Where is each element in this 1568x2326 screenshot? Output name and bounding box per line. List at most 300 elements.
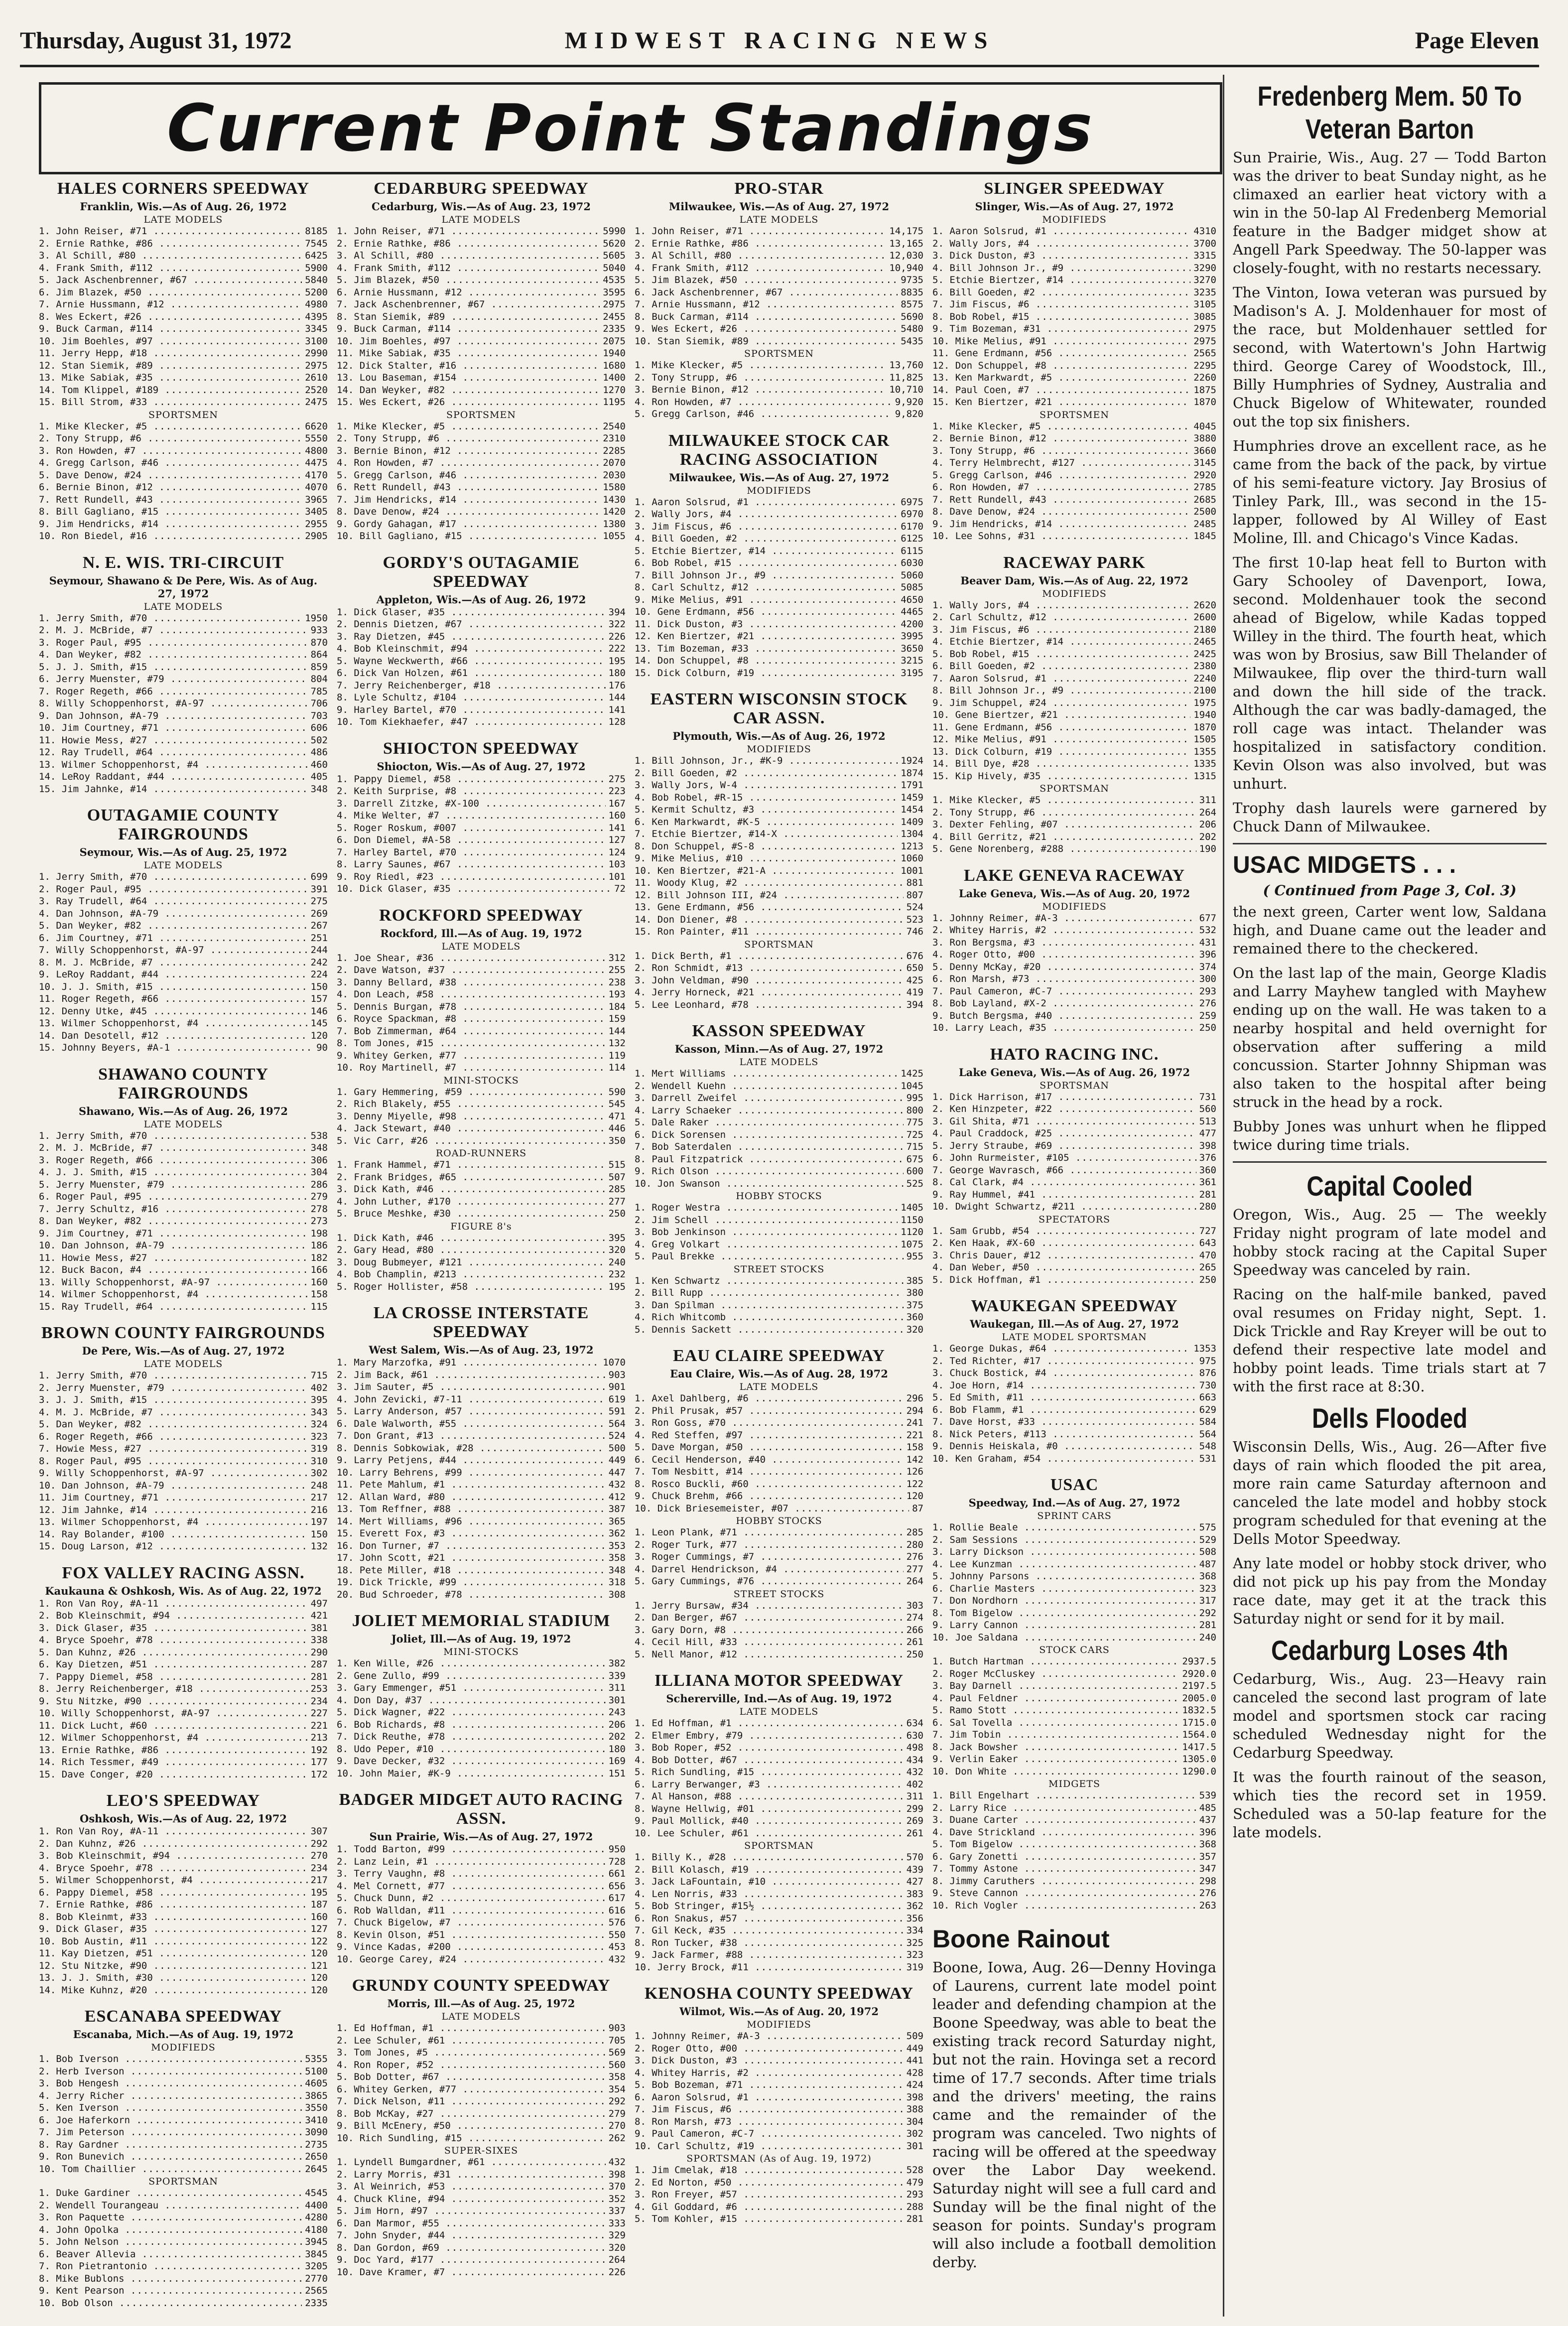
driver-name: 15. Kip Hively, #35 ..... [932,770,1190,783]
driver-name: 4. Dan Johnson, #A-79 ..... [39,908,308,920]
driver-points: 1055 [603,531,626,542]
driver-points: 223 [608,786,626,797]
class-label: LATE MODELS [143,214,223,225]
standings-row [337,1393,626,1406]
track-block [337,1612,626,1779]
story-paragraph: Any late model or hobby stock driver, who did not pick up his pay from the Monday race date, may get it at the track this Saturday night or send for it by mail. [1233,1555,1547,1627]
standings-row [635,1851,923,1864]
standings-row [39,1301,328,1313]
driver-name: 15. Doug Larson, #12 ..... [39,1540,308,1553]
track-asof: Wilmot, Wis.—As of Aug. 20, 1972 [679,2005,879,2018]
driver-points: 2197.5 [1182,1680,1216,1691]
track-asof: Rockford, Ill.—As of Aug. 19, 1972 [380,927,582,940]
standings-row [39,734,328,747]
standings-row [932,432,1216,445]
driver-name: 4. Larry Schaeker ..... [635,1104,904,1117]
standings-row [337,518,626,531]
driver-name: 4. Mel Cornett, #77 ..... [337,1880,606,1893]
driver-name: 5. Larry Anderson, #57 ..... [337,1405,606,1418]
driver-name: 13. Dick Colburn, #19 ..... [932,746,1190,758]
standings-row [39,1540,328,1553]
driver-points: 2260 [1193,372,1216,383]
driver-points: 216 [310,1504,328,1515]
standings-row [39,481,328,494]
standings-row [39,432,328,445]
driver-name: 13. Gene Erdmann, #56 ..... [635,901,904,914]
class-label: MODIFIEDS [1042,214,1107,225]
driver-points: 5605 [603,250,626,261]
driver-points: 195 [310,1887,328,1898]
standings-row [39,1683,328,1695]
standings-row [337,834,626,846]
cedarburg-headline: Cedarburg Loses 4th [1271,1635,1509,1666]
standings-row [337,1479,626,1491]
standings-row [932,1404,1216,1416]
driver-points: 120 [310,1972,328,1983]
standings-row [337,1694,626,1707]
driver-name: 6. Cecil Henderson, #40 ..... [635,1454,904,1466]
driver-points: 5690 [901,311,923,322]
driver-name: 2. Roger Otto, #00 ..... [635,2043,904,2055]
standings-row [932,1343,1216,1355]
standings-row [39,2224,328,2236]
standings-row [932,770,1216,783]
driver-name: 5. Dave Morgan, #50 ..... [635,1441,904,1454]
driver-name: 2. Herb Iverson ..... [39,2065,302,2078]
standings-row [635,2177,923,2189]
driver-points: 933 [310,625,328,636]
standings-row [932,746,1216,758]
standings-row [39,250,328,262]
standings-row [932,807,1216,819]
driver-name: 5. Ramo Stott ..... [932,1704,1179,1717]
driver-name: 1. Rollie Beale ..... [932,1521,1196,1534]
driver-points: 144 [608,1025,626,1037]
driver-points: 437 [1199,1814,1216,1825]
driver-name: 3. Ron Freyer, #57 ..... [635,2189,904,2201]
driver-points: 1315 [1193,770,1216,782]
driver-points: 486 [310,747,328,758]
driver-points: 2565 [1193,348,1216,359]
standings-row [39,1671,328,1683]
driver-name: 10. Dick Briesemeister, #07 ..... [635,1503,909,1515]
standings-row [39,1825,328,1838]
standings-row [337,323,626,335]
driver-name: 1. Ron Van Roy, #A-11 ..... [39,1598,308,1610]
driver-points: 13,760 [889,360,923,371]
driver-name: 11. Jim Courtney, #71 ..... [39,1492,308,1504]
driver-name: 3. Bernie Binon, #12 ..... [337,445,600,457]
standings-row [635,1104,923,1117]
standings-row [635,1717,923,1730]
driver-points: 8575 [901,299,923,310]
driver-name: 9. Chuck Brehm, #66 ..... [635,1490,904,1503]
class-label: MODIFIEDS [747,744,811,755]
driver-points: 158 [310,1289,328,1300]
driver-points: 441 [906,2055,923,2066]
driver-points: 570 [906,1852,923,1863]
driver-points: 4545 [305,2188,328,2198]
driver-name: 7. Howie Mess, #27 ..... [39,1443,308,1455]
driver-points: 195 [608,1281,626,1292]
driver-points: 3595 [603,286,626,298]
driver-points: 3345 [305,323,328,334]
standings-row [932,1274,1216,1286]
driver-name: 2. Ron Schmidt, #13 ..... [635,962,904,974]
driver-name: 15. Jim Jahnke, #14 ..... [39,783,308,796]
driver-points: 6115 [901,545,923,556]
track-block [932,1297,1216,1465]
driver-points: 190 [1199,843,1216,854]
standings-row [635,1238,923,1251]
standings-row [932,684,1216,697]
standings-row [39,1431,328,1443]
banner-title: Current Point Standings [166,90,1095,166]
driver-name: 10. Stan Siemik, #89 ..... [635,335,898,348]
driver-name: 1. Ken Wille, #26 ..... [337,1657,606,1670]
standings-row [39,685,328,698]
driver-points: 728 [608,1856,626,1867]
standings-row [39,1862,328,1875]
standings-row [932,1091,1216,1103]
driver-points: 273 [310,1216,328,1227]
driver-points: 502 [310,734,328,746]
standings-row [932,1583,1216,1595]
driver-name: 5. Roger Hollister, #58 ..... [337,1281,606,1293]
driver-name: 2. Roger McCluskey ..... [932,1668,1179,1680]
driver-name: 3. Bob Roper, #52 ..... [635,1742,904,1754]
driver-name: 7. Jim Peterson ..... [39,2126,302,2139]
standings-row [932,1766,1216,1778]
standings-row [337,1086,626,1098]
standings-row [635,262,923,274]
driver-name: 5. Jim Blazek, #50 ..... [337,274,600,286]
standings-row [39,1030,328,1042]
driver-points: 337 [608,2205,626,2216]
standings-row [337,2083,626,2096]
driver-name: 15. Dave Conger, #20 ..... [39,1769,308,1781]
driver-points: 319 [310,1443,328,1454]
driver-points: 293 [906,2189,923,2200]
standings-row [932,1692,1216,1705]
driver-name: 7. Willy Schoppenhorst, #A-97 ..... [39,944,308,957]
driver-points: 4070 [305,482,328,493]
driver-points: 548 [1199,1441,1216,1452]
driver-name: 1. Roger Westra ..... [635,1202,898,1214]
driver-points: 160 [310,1911,328,1922]
standings-row [635,1624,923,1637]
driver-name: 3. J. J. Smith, #15 ..... [39,1394,308,1406]
driver-name: 2. Jim Schell ..... [635,1214,898,1227]
driver-points: 616 [608,1905,626,1916]
driver-points: 2100 [1193,685,1216,696]
driver-points: 226 [608,631,626,642]
driver-points: 398 [906,2091,923,2103]
driver-points: 2955 [305,518,328,530]
driver-name: 1. Bill Engelhart ..... [932,1789,1196,1802]
standings-row [337,785,626,798]
driver-name: 1. Bill Johnson, Jr., #K-9 ..... [635,755,898,767]
driver-points: 311 [608,1682,626,1693]
driver-name: 15. Ray Trudell, #64 ..... [39,1301,308,1313]
standings-row [39,469,328,482]
driver-points: 333 [608,2217,626,2229]
standings-row [39,1042,328,1054]
driver-points: 8835 [901,286,923,298]
track-block [39,2007,328,2309]
standings-row [337,420,626,433]
driver-points: 5435 [901,335,923,347]
driver-name: 1. John Reiser, #71 ..... [635,225,886,238]
driver-points: 240 [1199,1632,1216,1643]
driver-points: 564 [608,1418,626,1429]
driver-points: 3315 [1193,250,1216,261]
fredenberg-story [1233,148,1547,836]
driver-name: 7. Rett Rundell, #43 ..... [932,494,1190,506]
driver-name: 4. Darrel Hendrickson, #4 ..... [635,1563,904,1576]
driver-points: 250 [1199,1022,1216,1033]
standings-row [932,1416,1216,1428]
standings-row [337,976,626,989]
driver-name: 3. Roger Regeth, #66 ..... [39,1154,308,1167]
standings-row [635,1311,923,1324]
track-asof: Lake Geneva, Wis.—As of Aug. 26, 1972 [958,1066,1190,1079]
standings-row [337,262,626,274]
driver-name: 11. Jerry Hepp, #18 ..... [39,347,302,360]
class-label: MINI-STOCKS [443,1646,519,1657]
driver-points: 320 [608,2242,626,2253]
driver-points: 2905 [305,531,328,542]
standings-row [635,384,923,396]
standings-banner [39,82,1222,174]
standings-row [635,311,923,323]
standings-row [635,1563,923,1576]
driver-points: 584 [1199,1416,1216,1427]
driver-name: 2. Dan Berger, #67 ..... [635,1612,904,1624]
driver-points: 186 [310,1240,328,1251]
driver-name: 4. Ron Howden, #7 ..... [635,396,892,409]
driver-name: 4. Paul Feldner ..... [932,1692,1179,1705]
driver-name: 5. Jack Aschenbrenner, #67 ..... [39,274,302,286]
driver-name: 8. Tom Bigelow ..... [932,1607,1196,1620]
driver-name: 1. George Dukas, #64 ..... [932,1343,1190,1355]
driver-points: 5620 [603,238,626,249]
standings-row [635,1202,923,1214]
track-name: BROWN COUNTY FAIRGROUNDS [41,1324,325,1342]
driver-points: 676 [906,950,923,961]
driver-name: 20. Bud Schroeder, #78 ..... [337,1589,606,1601]
driver-name: 5. Jerry Muenster, #79 ..... [39,1179,308,1191]
track-asof: De Pere, Wis.—As of Aug. 27, 1972 [82,1345,285,1357]
driver-name: 3. Darrell Zitzke, #X-100 ..... [337,798,606,810]
driver-points: 1875 [1193,384,1216,396]
standings-row [39,2139,328,2151]
driver-points: 1791 [901,780,923,791]
driver-name: 3. Ron Bergsma, #3 ..... [932,937,1196,949]
driver-name: 7. John Snyder, #44 ..... [337,2229,606,2242]
driver-name: 3. Larry Dickson ..... [932,1546,1196,1558]
driver-name: 4. Don Leach, #58 ..... [337,988,606,1001]
class-label: SPORTSMEN [1040,409,1109,420]
driver-points: 221 [310,1720,328,1731]
standings-row [39,1935,328,1948]
driver-points: 4800 [305,445,328,456]
driver-name: 5. Etchie Biertzer, #14 ..... [635,545,898,557]
driver-points: 1045 [901,1080,923,1092]
standings-row [635,372,923,384]
driver-points: 725 [906,1129,923,1140]
standings-row [932,445,1216,457]
driver-points: 4475 [305,457,328,468]
driver-points: 2075 [603,335,626,347]
driver-points: 238 [608,976,626,988]
driver-points: 12,030 [889,250,923,261]
track-asof: Sun Prairie, Wis.—As of Aug. 27, 1972 [369,1830,593,1843]
driver-points: 358 [608,1552,626,1563]
driver-name: 8. Dennis Sobkowiak, #28 ..... [337,1442,606,1455]
driver-name: 1. Sam Grubb, #54 ..... [932,1225,1196,1237]
driver-name: 4. Frank Smith, #112 ..... [39,262,302,274]
driver-points: 807 [906,889,923,901]
track-asof: Schererville, Ind.—As of Aug. 19, 1972 [666,1692,892,1705]
driver-points: 449 [906,2043,923,2054]
driver-points: 5355 [305,2053,328,2064]
driver-points: 255 [608,964,626,975]
driver-points: 432 [608,1953,626,1965]
driver-name: 1. Duke Gardiner ..... [39,2187,302,2199]
track-asof: Speedway, Ind.—As of Aug. 27, 1972 [968,1497,1180,1509]
driver-points: 903 [608,1369,626,1380]
standings-row [635,643,923,655]
standings-row [39,697,328,710]
driver-name: 8. Wayne Hellwig, #01 ..... [635,1803,904,1815]
driver-name: 5. Dennis Sackett ..... [635,1324,904,1336]
driver-points: 3145 [1193,457,1216,468]
standings-row [932,494,1216,506]
driver-points: 1417.5 [1182,1741,1216,1753]
driver-name: 6. Bernie Binon, #12 ..... [39,481,302,494]
driver-points: 4180 [305,2224,328,2235]
driver-points: 6620 [305,420,328,432]
driver-points: 127 [310,1923,328,1934]
standings-row [932,961,1216,973]
driver-points: 213 [310,1732,328,1743]
driver-points: 119 [608,1050,626,1061]
driver-name: 7. Jim Hendricks, #14 ..... [337,494,600,506]
driver-points: 264 [1199,807,1216,818]
driver-name: 6. Dick Van Holzen, #61 ..... [337,667,606,680]
driver-points: 193 [608,989,626,1000]
standings-row [635,1080,923,1093]
standings-row [932,636,1216,648]
driver-points: 325 [906,1937,923,1948]
driver-points: 324 [310,1419,328,1430]
driver-name: 14. Tom Klippel, #189 ..... [39,384,302,397]
driver-name: 7. Harley Bartel, #70 ..... [337,846,606,859]
driver-points: 222 [608,643,626,654]
driver-points: 167 [608,798,626,809]
standings-row [337,1503,626,1515]
class-label: STREET STOCKS [733,1263,825,1275]
driver-points: 498 [906,1742,923,1753]
driver-name: 19. Dick Trickle, #99 ..... [337,1576,606,1589]
driver-name: 5. Wayne Weckwerth, #66 ..... [337,655,606,668]
driver-name: 1. Jerry Smith, #70 ..... [39,1130,308,1142]
driver-points: 146 [310,1005,328,1017]
standings-row [337,1159,626,1171]
driver-name: 8. Jimmy Caruthers ..... [932,1875,1196,1888]
driver-points: 509 [906,2031,923,2042]
driver-points: 270 [310,1850,328,1861]
driver-points: 419 [906,987,923,998]
driver-name: 5. Tom Bigelow ..... [932,1838,1196,1851]
standings-row [337,1256,626,1269]
track-asof: Milwaukee, Wis.—As of Aug. 27, 1972 [668,200,890,213]
standings-row [932,1595,1216,1607]
standings-row [337,667,626,680]
driver-name: 4. Don Day, #37 ..... [337,1694,606,1707]
standings-row [39,1838,328,1850]
driver-name: 5. Etchie Biertzer, #14 ..... [932,274,1190,286]
standings-row [635,1405,923,1417]
standings-row [39,1179,328,1191]
driver-name: 7. Aaron Solsrud, #1 ..... [932,673,1190,685]
track-block [39,1065,328,1313]
driver-name: 1. Lyndell Bumgardner, #61 ..... [337,2156,606,2169]
standings-row [337,964,626,976]
standings-row [337,2059,626,2071]
standings-row [39,1769,328,1781]
driver-points: 298 [1199,1875,1216,1887]
driver-name: 6. Ron Howden, #7 ..... [932,481,1190,494]
standings-row [932,1900,1216,1912]
driver-name: 9. Larry Cannon ..... [932,1619,1196,1632]
driver-points: 507 [608,1171,626,1183]
standings-row [39,1492,328,1504]
standings-row [635,630,923,643]
driver-name: 10. Jim Boehles, #97 ..... [337,335,600,348]
driver-points: 159 [608,1013,626,1024]
driver-name: 4. John Luther, #170 ..... [337,1196,606,1208]
driver-name: 6. Pappy Diemel, #58 ..... [39,1887,308,1899]
standings-row [635,496,923,509]
story-paragraph: The Vinton, Iowa veteran was pursued by Madison's A. J. Moldenhauer for most of the race, but Moldenhauer settled for second, with Watertown's John Hartwig third. George Carey of Woodstock, Ill., Billy Humphries of Sydney, Australia and Chuck Bigelow of Whitewater, rounded out the top six finishers. [1233,284,1547,430]
driver-points: 2975 [603,299,626,310]
driver-name: 5. Dan Weyker, #82 ..... [39,1418,308,1431]
standings-row [635,225,923,238]
driver-points: 1715.0 [1182,1717,1216,1728]
driver-name: 11. Pete Mahlum, #1 ..... [337,1479,606,1491]
driver-name: 10. Larry Behrens, #99 ..... [337,1467,606,1479]
standings-row [635,1539,923,1551]
driver-points: 3405 [305,506,328,517]
driver-points: 206 [608,1719,626,1730]
driver-name: 13. J. J. Smith, #30 ..... [39,1972,308,1984]
driver-points: 370 [608,2181,626,2192]
driver-points: 1454 [901,804,923,815]
driver-points: 293 [1199,985,1216,997]
driver-name: 14. Dan Desotell, #12 ..... [39,1030,308,1042]
standings-row [39,1406,328,1419]
driver-name: 3. Ron Paquette ..... [39,2211,302,2224]
driver-points: 1290.0 [1182,1766,1216,1777]
standings-row [39,2199,328,2212]
standings-row [932,924,1216,937]
driver-points: 643 [1199,1237,1216,1248]
driver-points: 3410 [305,2114,328,2126]
driver-points: 513 [1199,1115,1216,1127]
track-asof: Eau Claire, Wis.—As of Aug. 28, 1972 [670,1368,888,1380]
